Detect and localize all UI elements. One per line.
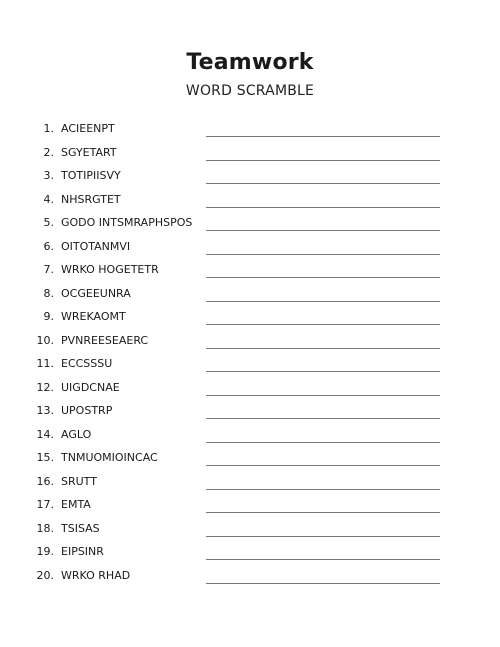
list-item: [0, 445, 500, 469]
answer-line: [206, 418, 440, 419]
item-number: 12.: [36, 380, 54, 394]
scrambled-word: EIPSINR: [61, 545, 104, 558]
item-number: 19.: [36, 545, 54, 558]
item-number: 8.: [43, 286, 54, 300]
scrambled-word: SGYETART: [61, 145, 117, 159]
item-number: 1.: [43, 122, 54, 135]
scrambled-word: WREKAOMT: [61, 310, 126, 323]
list-item: [0, 116, 500, 140]
list-item: [0, 187, 500, 211]
item-number: 11.: [36, 357, 54, 370]
item-number: 9.: [43, 310, 54, 323]
item-number: 3.: [43, 169, 54, 182]
answer-line: [206, 277, 440, 278]
answer-line: [206, 536, 440, 537]
scrambled-word: UIGDCNAE: [61, 380, 120, 394]
answer-line: [206, 230, 440, 231]
answer-line: [206, 559, 440, 560]
scrambled-word: SRUTT: [61, 474, 97, 488]
list-item: [0, 328, 500, 352]
answer-line: [206, 489, 440, 490]
item-number: 10.: [36, 333, 54, 347]
list-item: [0, 422, 500, 446]
list-item: [0, 469, 500, 493]
scrambled-word: GODO INTSMRAPHSPOS: [61, 216, 193, 229]
answer-line: [206, 442, 440, 443]
item-number: 6.: [43, 239, 54, 253]
scrambled-word: TOTIPIISVY: [61, 169, 121, 182]
scrambled-word: PVNREESEAERC: [61, 333, 149, 347]
scrambled-word: OCGEEUNRA: [61, 286, 131, 300]
scrambled-word: TSISAS: [61, 521, 100, 535]
answer-line: [206, 583, 440, 584]
scrambled-word: ACIEENPT: [61, 122, 115, 135]
scramble-list: [0, 116, 500, 586]
item-number: 7.: [43, 263, 54, 276]
item-number: 14.: [36, 427, 54, 441]
list-item: [0, 492, 500, 516]
item-number: 15.: [36, 451, 54, 464]
answer-line: [206, 136, 440, 137]
list-item: [0, 163, 500, 187]
page-title: Teamwork: [186, 50, 314, 75]
answer-line: [206, 207, 440, 208]
list-item: [0, 257, 500, 281]
item-number: 13.: [36, 404, 54, 417]
answer-line: [206, 348, 440, 349]
item-number: 4.: [43, 192, 54, 206]
page-subtitle: WORD SCRAMBLE: [185, 83, 315, 99]
scrambled-word: WRKO RHAD: [61, 568, 131, 582]
scrambled-word: ECCSSSU: [61, 357, 113, 370]
list-item: [0, 351, 500, 375]
scrambled-word: UPOSTRP: [61, 404, 113, 417]
item-number: 16.: [36, 474, 54, 488]
list-item: [0, 140, 500, 164]
item-number: 2.: [43, 145, 54, 159]
answer-line: [206, 395, 440, 396]
item-number: 5.: [43, 216, 54, 229]
answer-line: [206, 371, 440, 372]
scrambled-word: NHSRGTET: [61, 192, 121, 206]
list-item: [0, 375, 500, 399]
answer-line: [206, 465, 440, 466]
answer-line: [206, 512, 440, 513]
list-item: [0, 304, 500, 328]
list-item: [0, 563, 500, 587]
item-number: 18.: [36, 521, 54, 535]
list-item: [0, 281, 500, 305]
answer-line: [206, 254, 440, 255]
list-item: [0, 210, 500, 234]
scrambled-word: EMTA: [61, 498, 91, 511]
answer-line: [206, 301, 440, 302]
item-number: 17.: [36, 498, 54, 511]
list-item: [0, 234, 500, 258]
list-item: [0, 398, 500, 422]
item-number: 20.: [36, 568, 54, 582]
answer-line: [206, 324, 440, 325]
list-item: [0, 539, 500, 563]
scrambled-word: WRKO HOGETETR: [61, 263, 159, 276]
answer-line: [206, 160, 440, 161]
scrambled-word: AGLO: [61, 427, 92, 441]
scrambled-word: TNMUOMIOINCAC: [61, 451, 158, 464]
list-item: [0, 516, 500, 540]
answer-line: [206, 183, 440, 184]
scrambled-word: OITOTANMVI: [61, 239, 131, 253]
